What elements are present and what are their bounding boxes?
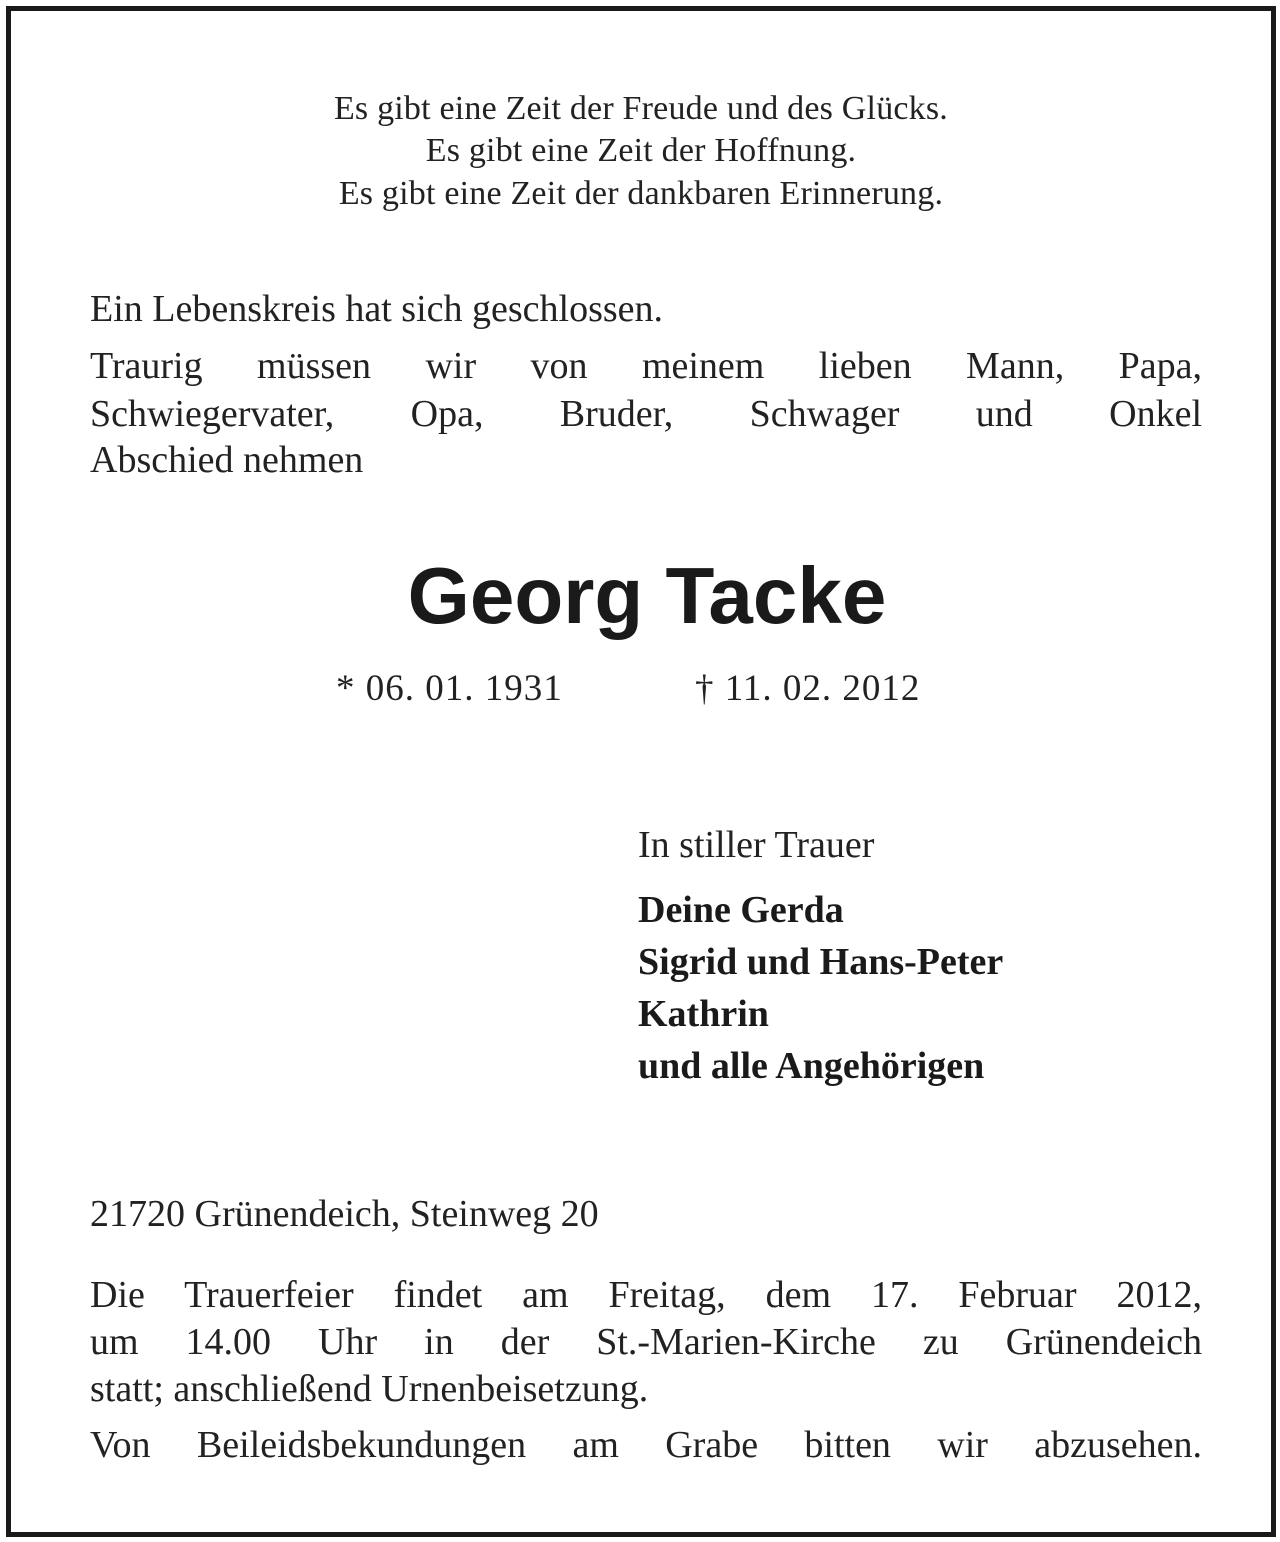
motto-line-1: Es gibt eine Zeit der Freude und des Glücks. — [333, 90, 949, 127]
mourner-name: Kathrin — [638, 993, 769, 1035]
farewell-paragraph — [90, 342, 1202, 484]
farewell-line-3: Abschied nehmen — [90, 439, 364, 481]
deceased-name: Georg Tacke — [407, 551, 887, 640]
mourner-name: Sigrid und Hans-Peter — [638, 941, 1004, 983]
address: 21720 Grünendeich, Steinweg 20 — [90, 1193, 599, 1235]
farewell-line-2: Schwiegervater, Opa, Bruder, Schwager und Onkel — [90, 393, 1202, 435]
motto-line-3: Es gibt eine Zeit der dankbaren Erinnerung. — [338, 175, 944, 212]
service-line-3: statt; anschließend Urnenbeisetzung. — [90, 1368, 649, 1410]
intro-line: Ein Lebenskreis hat sich geschlossen. — [90, 288, 664, 330]
motto-line-2: Es gibt eine Zeit der Hoffnung. — [425, 132, 857, 169]
service-line-1: Die Trauerfeier findet am Freitag, dem 17. Februar 2012, — [90, 1274, 1202, 1316]
death-date: † 11. 02. 2012 — [695, 668, 921, 709]
birth-date: * 06. 01. 1931 — [336, 668, 563, 709]
mourning-heading: In stiller Trauer — [638, 824, 875, 866]
farewell-line-1: Traurig müssen wir von meinem lieben Mann, Papa, — [90, 345, 1202, 387]
service-paragraph — [90, 1271, 1202, 1469]
obituary-frame — [6, 6, 1276, 1537]
mourner-name: Deine Gerda — [638, 889, 844, 931]
service-line-2: um 14.00 Uhr in der St.-Marien-Kirche zu Grünendeich — [90, 1321, 1202, 1363]
mourner-name: und alle Angehörigen — [638, 1045, 985, 1087]
service-line-4: Von Beileidsbekundungen am Grabe bitten wir abzusehen. — [90, 1424, 1202, 1466]
